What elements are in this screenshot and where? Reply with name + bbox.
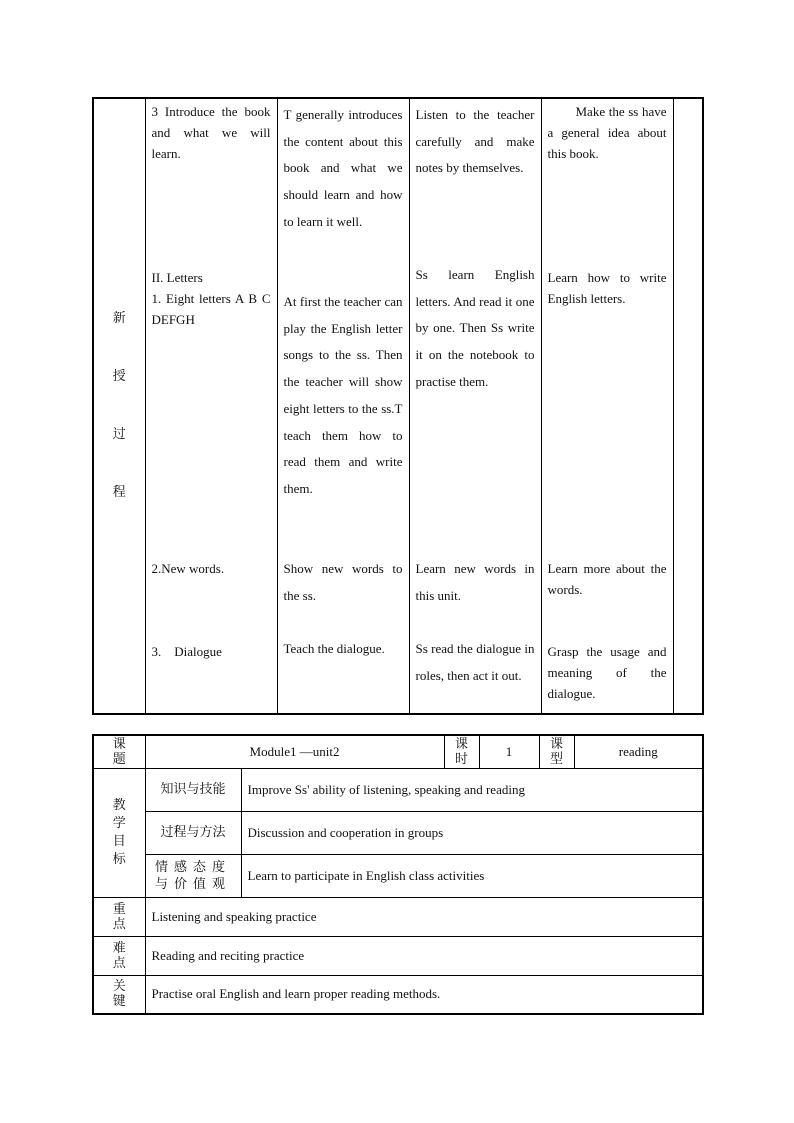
empty-right-column xyxy=(673,98,703,714)
topic-label: 课题 xyxy=(93,735,145,768)
side-label-char: 授 xyxy=(112,369,126,384)
crux-label: 关键 xyxy=(93,975,145,1014)
teacher-introduce-book: T generally introduces the content about this book and what we should learn and how to learn it well. xyxy=(283,107,403,229)
lesson-info-table xyxy=(92,734,704,1015)
teacher-letters: At first the teacher can play the English letter songs to the ss. Then the teacher will show eight letters to the ss.T teach them how to read them and write them. xyxy=(283,294,403,496)
students-introduce-book: Listen to the teacher carefully and make notes by themselves. xyxy=(415,107,535,176)
students-letters: Ss learn English letters. And read it one by one. Then Ss write it on the notebook to practise them. xyxy=(415,267,535,389)
period-label: 课时 xyxy=(444,735,479,768)
purpose-dialogue: Grasp the usage and meaning of the dialogue. xyxy=(547,644,667,701)
goal-attitude-value: Learn to participate in English class activities xyxy=(241,854,703,897)
step-new-words: 2.New words. xyxy=(151,561,225,576)
difficult-value: Reading and reciting practice xyxy=(145,936,703,975)
side-label-char: 程 xyxy=(112,485,126,500)
type-label: 课型 xyxy=(539,735,574,768)
goal-process-label: 过程与方法 xyxy=(145,811,241,854)
side-label-char: 新 xyxy=(112,311,126,326)
side-label-char: 过 xyxy=(112,427,126,442)
goal-process-value: Discussion and cooperation in groups xyxy=(241,811,703,854)
purpose-letters: Learn how to write English letters. xyxy=(547,270,667,306)
key-value: Listening and speaking practice xyxy=(145,897,703,936)
step-letters-title: II. Letters xyxy=(151,270,203,285)
process-side-label xyxy=(93,98,145,714)
purpose-new-words: Learn more about the words. xyxy=(547,561,667,597)
crux-value: Practise oral English and learn proper reading methods. xyxy=(145,975,703,1014)
teaching-process-table xyxy=(92,97,704,715)
step-dialogue: 3. Dialogue xyxy=(151,644,222,659)
steps-column xyxy=(145,98,277,714)
purpose-column xyxy=(541,98,673,714)
goal-attitude-label: 情感态度与价值观 xyxy=(145,854,241,897)
difficult-label: 难点 xyxy=(93,936,145,975)
teacher-dialogue: Teach the dialogue. xyxy=(283,641,385,656)
goal-knowledge-value: Improve Ss' ability of listening, speaking and reading xyxy=(241,768,703,811)
period-value: 1 xyxy=(479,735,539,768)
type-value: reading xyxy=(574,735,703,768)
student-activity-column xyxy=(409,98,541,714)
students-dialogue: Ss read the dialogue in roles, then act it out. xyxy=(415,641,535,683)
goal-knowledge-label: 知识与技能 xyxy=(145,768,241,811)
topic-value: Module1 —unit2 xyxy=(145,735,444,768)
teacher-activity-column xyxy=(277,98,409,714)
step-introduce-book: 3 Introduce the book and what we will learn. xyxy=(151,104,271,161)
teacher-new-words: Show new words to the ss. xyxy=(283,561,403,603)
students-new-words: Learn new words in this unit. xyxy=(415,561,535,603)
step-eight-letters: 1. Eight letters A B C DEFGH xyxy=(151,291,271,327)
purpose-introduce-book: Make the ss have a general idea about this book. xyxy=(547,104,667,161)
key-label: 重点 xyxy=(93,897,145,936)
goals-label: 教学目标 xyxy=(93,768,145,897)
